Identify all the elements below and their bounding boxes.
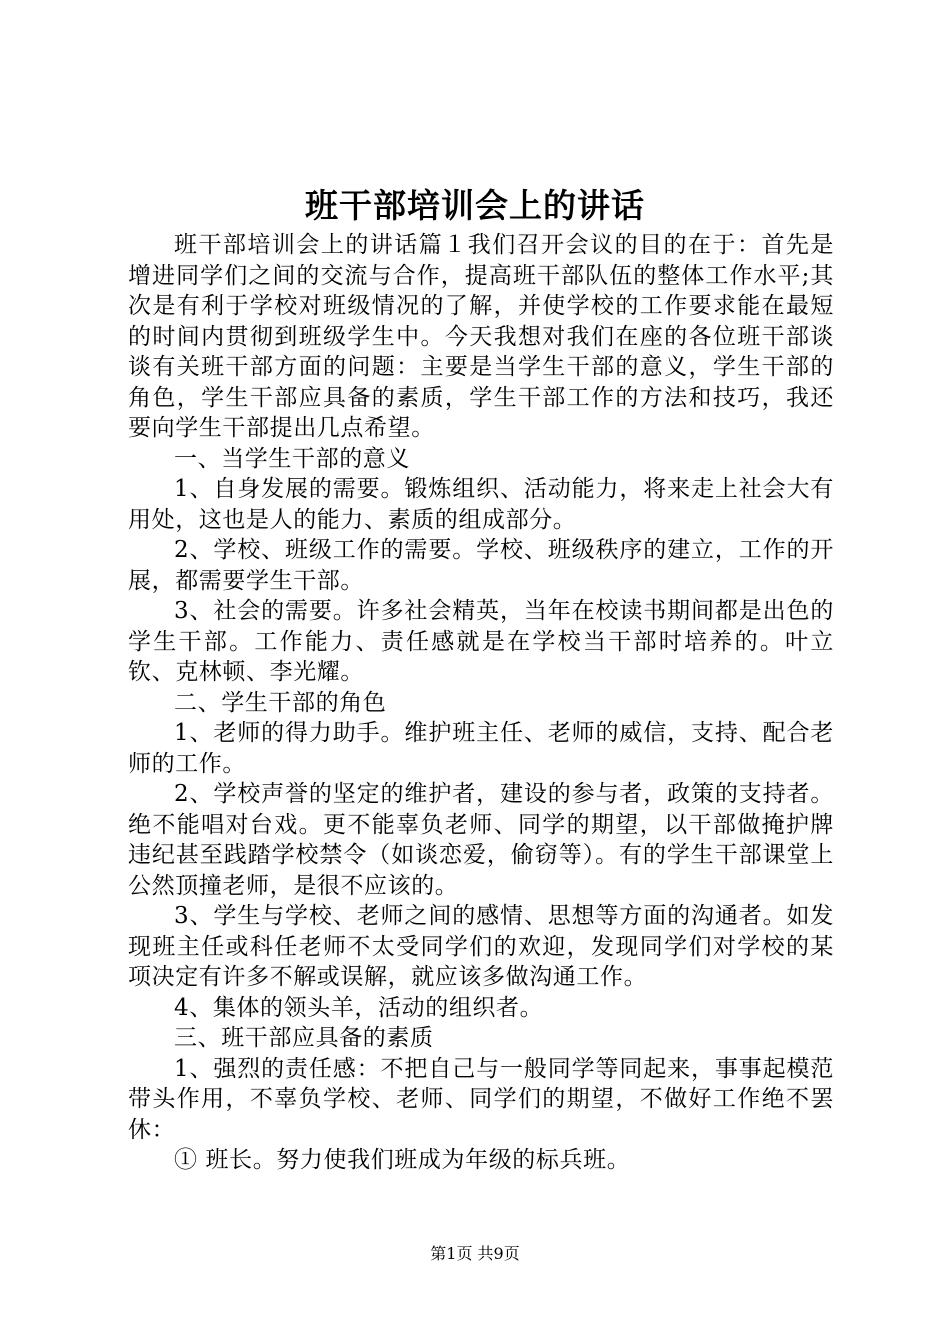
paragraph-1-2: 2、学校、班级工作的需要。学校、班级秩序的建立，工作的开展，都需要学生干部。 <box>128 537 834 594</box>
paragraph-2-3: 3、学生与学校、老师之间的感情、思想等方面的沟通者。如发现班主任或科任老师不太受同学们的欢迎，发现同学们对学校的某项决定有许多不解或误解，就应该多做沟通工作。 <box>128 903 834 990</box>
page-number-footer: 第1页 共9页 <box>430 1244 520 1263</box>
paragraph-3-1-a: ① 班长。努力使我们班成为年级的标兵班。 <box>174 1147 631 1173</box>
paragraph-2-2: 2、学校声誉的坚定的维护者，建设的参与者，政策的支持者。绝不能唱对台戏。更不能辜负老师、同学的期望，以干部做掩护牌违纪甚至践踏学校禁令（如谈恋爱，偷窃等）。有的学生干部课堂上公然顶撞老师，是很不应该的。 <box>128 781 834 899</box>
paragraph-1-1: 1、自身发展的需要。锻炼组织、活动能力，将来走上社会大有用处，这也是人的能力、素质的组成部分。 <box>128 476 834 533</box>
document-body <box>128 230 834 1176</box>
intro-paragraph: 班干部培训会上的讲话篇１我们召开会议的目的在于：首先是增进同学们之间的交流与合作，提高班干部队伍的整体工作水平;其次是有利于学校对班级情况的了解，并使学校的工作要求能在最短的时间内贯彻到班级学生中。今天我想对我们在座的各位班干部谈谈有关班干部方面的问题：主要是当学生干部的意义，学生干部的角色，学生干部应具备的素质，学生干部工作的方法和技巧，我还要向学生干部提出几点希望。 <box>128 232 834 441</box>
paragraph-3-1: 1、强烈的责任感：不把自己与一般同学等同起来，事事起模范带头作用，不辜负学校、老师、同学们的期望，不做好工作绝不罢休： <box>128 1055 834 1143</box>
document-title: 班干部培训会上的讲话 <box>305 186 645 225</box>
section-heading-1: 一、当学生干部的意义 <box>174 445 410 472</box>
section-heading-2: 二、学生干部的角色 <box>174 689 387 716</box>
paragraph-2-4: 4、集体的领头羊，活动的组织者。 <box>174 994 544 1021</box>
paragraph-2-1: 1、老师的得力助手。维护班主任、老师的威信，支持、配合老师的工作。 <box>128 720 834 777</box>
section-heading-3: 三、班干部应具备的素质 <box>174 1025 434 1051</box>
paragraph-1-3: 3、社会的需要。许多社会精英，当年在校读书期间都是出色的学生干部。工作能力、责任感就是在学校当干部时培养的。叶立钦、克林顿、李光耀。 <box>128 598 834 685</box>
